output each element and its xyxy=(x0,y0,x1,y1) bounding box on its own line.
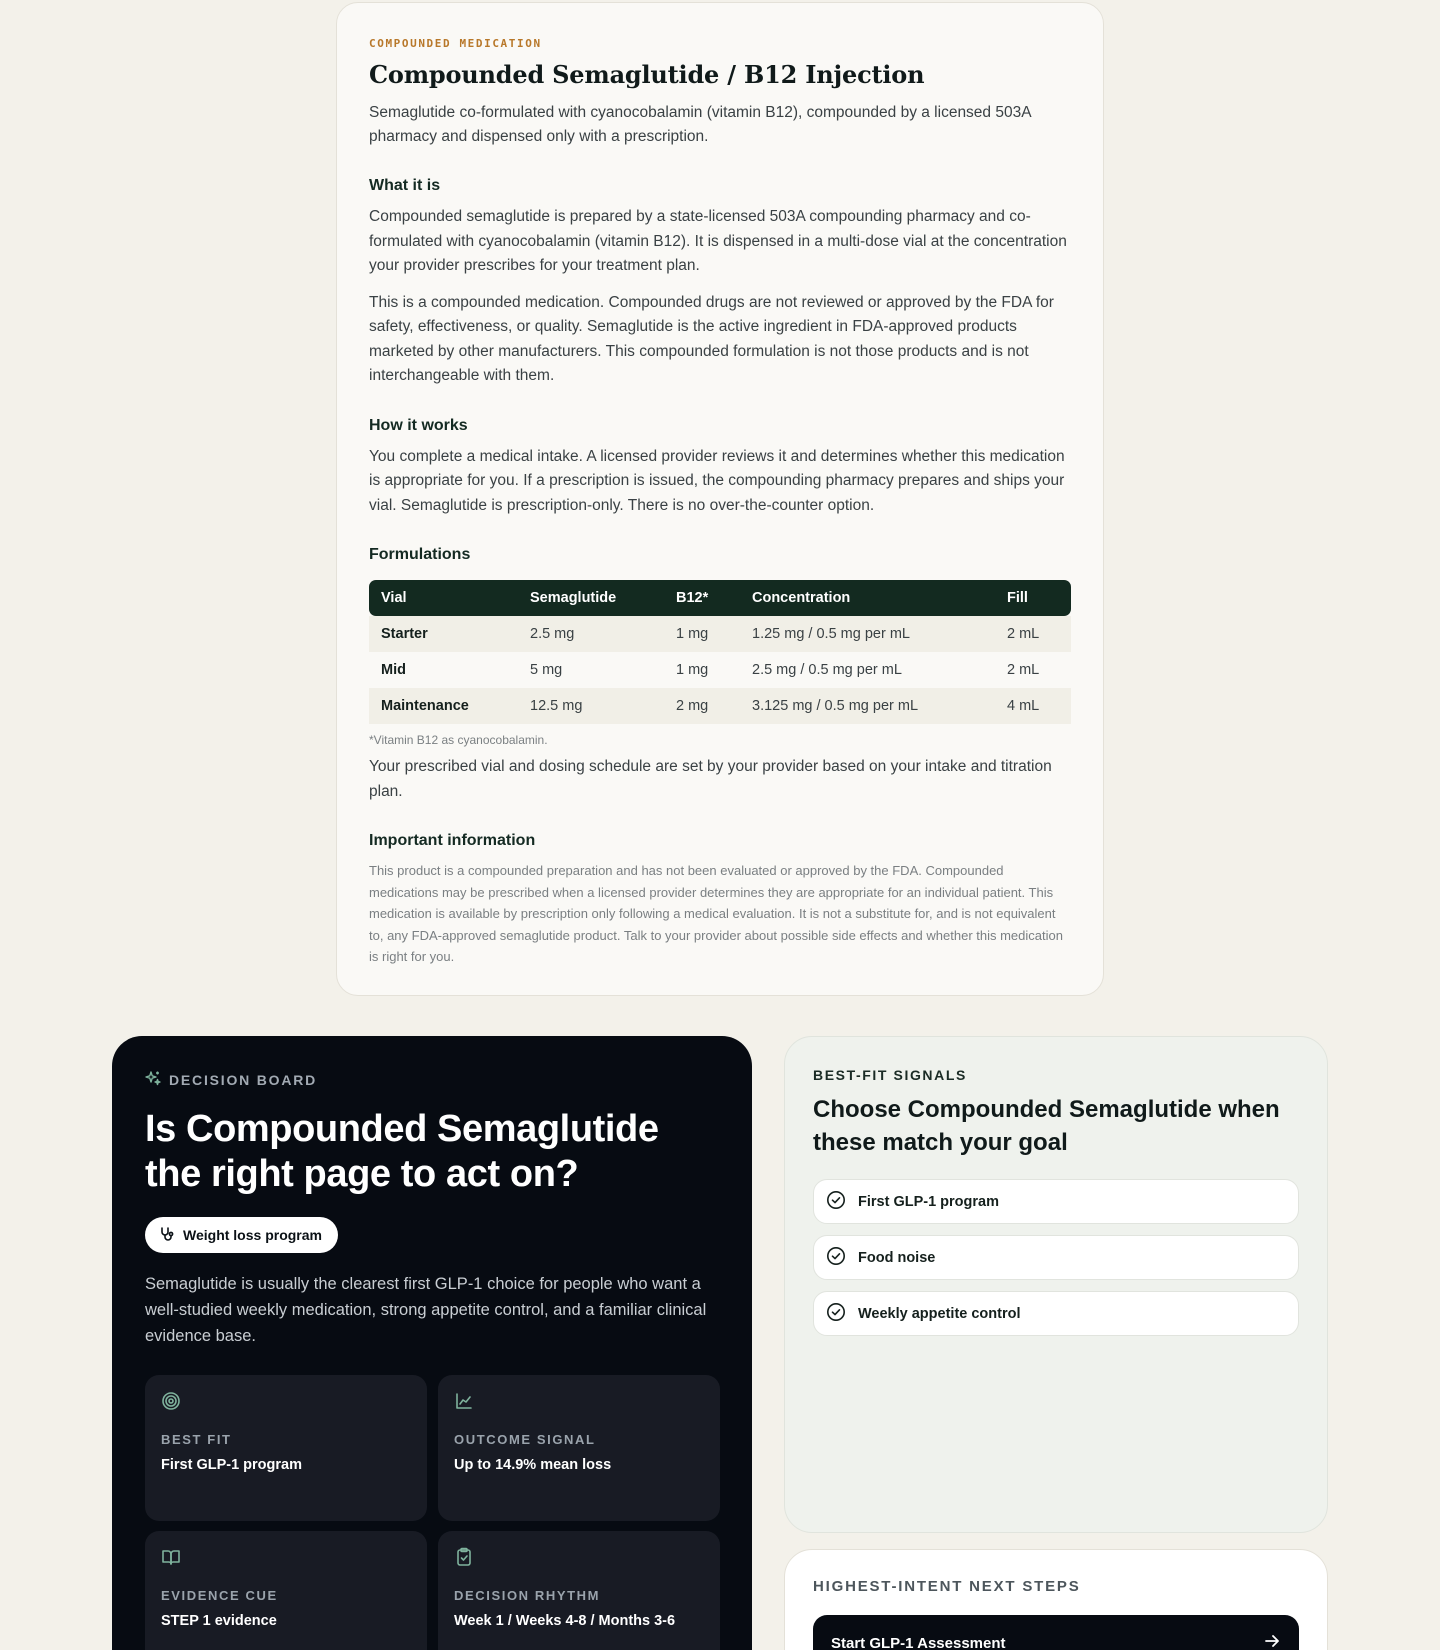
tile-value: First GLP-1 program xyxy=(161,1457,302,1473)
tile-value: Up to 14.9% mean loss xyxy=(454,1457,612,1473)
decision-tiles xyxy=(145,1375,720,1650)
tile-label: DECISION RHYTHM xyxy=(454,1588,601,1603)
table-cell: 2.5 mg xyxy=(518,616,664,652)
tile-evidence-cue xyxy=(145,1531,427,1650)
arrow-right-icon xyxy=(1263,1632,1281,1650)
cta-label: Start GLP-1 Assessment xyxy=(831,1634,1006,1650)
product-title: Compounded Semaglutide / B12 Injection xyxy=(369,60,925,89)
b12-footnote: *Vitamin B12 as cyanocobalamin. xyxy=(369,733,548,747)
decision-board-description: Semaglutide is usually the clearest first GLP-1 choice for people who want a well-studied weekly medication, strong appetite control, and a familiar clinical evidence base. xyxy=(145,1275,707,1345)
what-it-is-paragraph-1: Compounded semaglutide is prepared by a state-licensed 503A compounding pharmacy and co-formulated with cyanocobalamin (vitamin B12). It is dispensed in a multi-dose vial at the concentration your provider prescribes for your treatment plan. xyxy=(369,208,1067,274)
tile-label: OUTCOME SIGNAL xyxy=(454,1432,596,1447)
table-cell: 3.125 mg / 0.5 mg per mL xyxy=(740,688,995,724)
table-cell: 1 mg xyxy=(664,616,740,652)
table-cell: 5 mg xyxy=(518,652,664,688)
table-header-cell: B12* xyxy=(664,580,740,616)
signal-label: Food noise xyxy=(858,1249,936,1266)
tile-decision-rhythm xyxy=(438,1531,720,1650)
how-it-works-heading: How it works xyxy=(369,416,468,434)
check-circle-icon xyxy=(826,1302,846,1326)
formulations-table xyxy=(369,580,1071,724)
clipboard-check-icon xyxy=(454,1554,474,1571)
signal-label: Weekly appetite control xyxy=(858,1305,1021,1322)
table-header-cell: Vial xyxy=(369,580,518,616)
book-icon xyxy=(161,1554,181,1571)
table-header-cell: Semaglutide xyxy=(518,580,664,616)
table-cell: 2 mL xyxy=(995,616,1071,652)
decision-board-eyebrow xyxy=(145,1070,720,1089)
weight-loss-program-pill[interactable] xyxy=(145,1217,338,1253)
table-cell: 2 mg xyxy=(664,688,740,724)
tile-value: Week 1 / Weeks 4-8 / Months 3-6 xyxy=(454,1613,676,1629)
list-item xyxy=(813,1291,1299,1336)
product-lead: Semaglutide co-formulated with cyanocobalamin (vitamin B12), compounded by a licensed 503A pharmacy and dispensed only with a prescription. xyxy=(369,104,1031,145)
signal-label: First GLP-1 program xyxy=(858,1193,999,1210)
check-circle-icon xyxy=(826,1190,846,1214)
what-it-is-paragraph-2: This is a compounded medication. Compounded drugs are not reviewed or approved by the FDA for safety, effectiveness, or quality. Semaglutide is the active ingredient in FDA-approved products marketed by other manufacturers. This compounded formulation is not those products and is not interchangeable with them. xyxy=(369,293,1054,384)
product-eyebrow: COMPOUNDED MEDICATION xyxy=(369,37,542,50)
tile-label: BEST FIT xyxy=(161,1432,232,1447)
table-cell: 4 mL xyxy=(995,688,1071,724)
list-item xyxy=(813,1179,1299,1224)
stethoscope-icon xyxy=(159,1226,175,1245)
table-cell: 2 mL xyxy=(995,652,1071,688)
line-chart-icon xyxy=(454,1398,474,1415)
tile-value: STEP 1 evidence xyxy=(161,1613,277,1629)
target-icon xyxy=(161,1398,181,1415)
check-circle-icon xyxy=(826,1246,846,1270)
table-row xyxy=(369,652,1071,688)
best-fit-signals xyxy=(784,1036,1328,1533)
decision-board-title: Is Compounded Semaglutide the right page to act on? xyxy=(145,1108,659,1195)
formulations-heading: Formulations xyxy=(369,546,471,563)
signals-eyebrow: BEST-FIT SIGNALS xyxy=(813,1067,967,1083)
table-cell: 2.5 mg / 0.5 mg per mL xyxy=(740,652,995,688)
signals-title: Choose Compounded Semaglutide when these match your goal xyxy=(813,1096,1280,1156)
important-info-text: This product is a compounded preparation and has not been evaluated or approved by the FDA. Compounded medications may be prescribed when a licensed provider determines they are appropriate for an individual patient. This medication is available by prescription only following a medical evaluation. It is not a substitute for, and is not equivalent to, any FDA-approved semaglutide product. Talk to your provider about possible side effects and whether this medication is right for you. xyxy=(369,863,1063,964)
table-cell: Starter xyxy=(369,616,518,652)
start-assessment-button[interactable] xyxy=(813,1615,1299,1650)
signals-list xyxy=(813,1179,1299,1336)
tile-best-fit xyxy=(145,1375,427,1521)
tile-label: EVIDENCE CUE xyxy=(161,1588,278,1603)
table-cell: Maintenance xyxy=(369,688,518,724)
table-cell: Mid xyxy=(369,652,518,688)
list-item xyxy=(813,1235,1299,1280)
what-it-is-heading: What it is xyxy=(369,177,441,194)
table-row xyxy=(369,688,1071,724)
next-steps xyxy=(784,1549,1328,1650)
table-header-row xyxy=(369,580,1071,616)
table-cell: 12.5 mg xyxy=(518,688,664,724)
decision-board-eyebrow-text: DECISION BOARD xyxy=(169,1071,318,1088)
important-info-heading: Important information xyxy=(369,832,536,849)
sparkles-icon xyxy=(145,1070,161,1089)
tile-outcome-signal xyxy=(438,1375,720,1521)
next-steps-eyebrow: HIGHEST-INTENT NEXT STEPS xyxy=(813,1578,1081,1595)
table-cell: 1.25 mg / 0.5 mg per mL xyxy=(740,616,995,652)
table-header-cell: Fill xyxy=(995,580,1071,616)
how-it-works-paragraph: You complete a medical intake. A licensed provider reviews it and determines whether this medication is appropriate for you. If a prescription is issued, the compounding pharmacy prepares and ships your vial. Semaglutide is prescription-only. There is no over-the-counter option. xyxy=(369,447,1065,514)
table-cell: 1 mg xyxy=(664,652,740,688)
schedule-note: Your prescribed vial and dosing schedule are set by your provider based on your intake and titration plan. xyxy=(369,758,1052,800)
decision-board xyxy=(112,1036,752,1650)
table-header-cell: Concentration xyxy=(740,580,995,616)
table-row xyxy=(369,616,1071,652)
product-card xyxy=(336,2,1104,996)
pill-label: Weight loss program xyxy=(183,1227,322,1243)
